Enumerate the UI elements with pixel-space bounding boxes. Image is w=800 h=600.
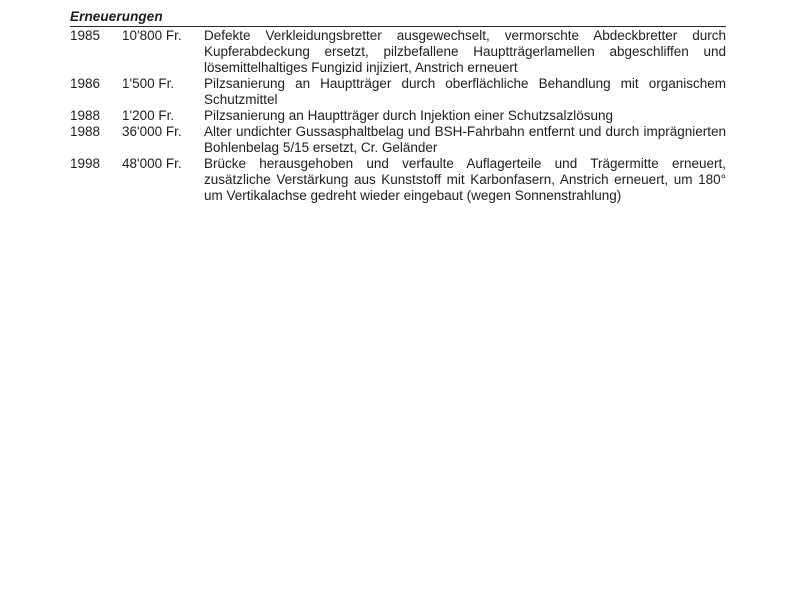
entry-description: Alter undichter Gussasphaltbelag und BSH-Fahrbahn entfernt und durch imprägnierten Bohlenbelag 5/15 ersetzt, Cr. Geländer	[204, 124, 726, 155]
section-heading: Erneuerungen	[70, 9, 163, 24]
renovation-entry	[70, 108, 726, 124]
renovation-entry	[70, 76, 726, 108]
heading-underline	[70, 26, 726, 27]
renovation-entry	[70, 28, 726, 76]
entry-year: 1986	[70, 76, 101, 91]
renovation-entry	[70, 124, 726, 156]
entry-description: Pilzsanierung an Hauptträger durch oberflächliche Behandlung mit organischem Schutzmittel	[204, 76, 726, 107]
entry-cost: 48'000 Fr.	[122, 156, 182, 171]
entry-cost: 10'800 Fr.	[122, 28, 182, 43]
entry-cost: 1'200 Fr.	[122, 108, 175, 123]
entry-cost: 36'000 Fr.	[122, 124, 182, 139]
entry-year: 1998	[70, 156, 101, 171]
entry-description: Brücke herausgehoben und verfaulte Auflagerteile und Trägermitte erneuert, zusätzliche Verstärkung aus Kunststoff mit Karbonfasern, Anstrich erneuert, um 180° um Vertikalachse gedreht wieder eingebaut (wegen Sonnenstrahlung)	[204, 156, 726, 203]
renovation-entry	[70, 156, 726, 204]
entry-description: Pilzsanierung an Hauptträger durch Injektion einer Schutzsalzlösung	[204, 108, 613, 123]
entry-year: 1985	[70, 28, 101, 43]
renovation-list	[70, 28, 726, 204]
entry-cost: 1'500 Fr.	[122, 76, 175, 91]
entry-year: 1988	[70, 124, 101, 139]
entry-description: Defekte Verkleidungsbretter ausgewechselt, vermorschte Abdeckbretter durch Kupferabdeckung ersetzt, pilzbefallene Hauptträgerlamellen abgeschliffen und lösemittelhaltiges Fungizid injiziert, Anstrich erneuert	[204, 28, 726, 75]
entry-year: 1988	[70, 108, 101, 123]
